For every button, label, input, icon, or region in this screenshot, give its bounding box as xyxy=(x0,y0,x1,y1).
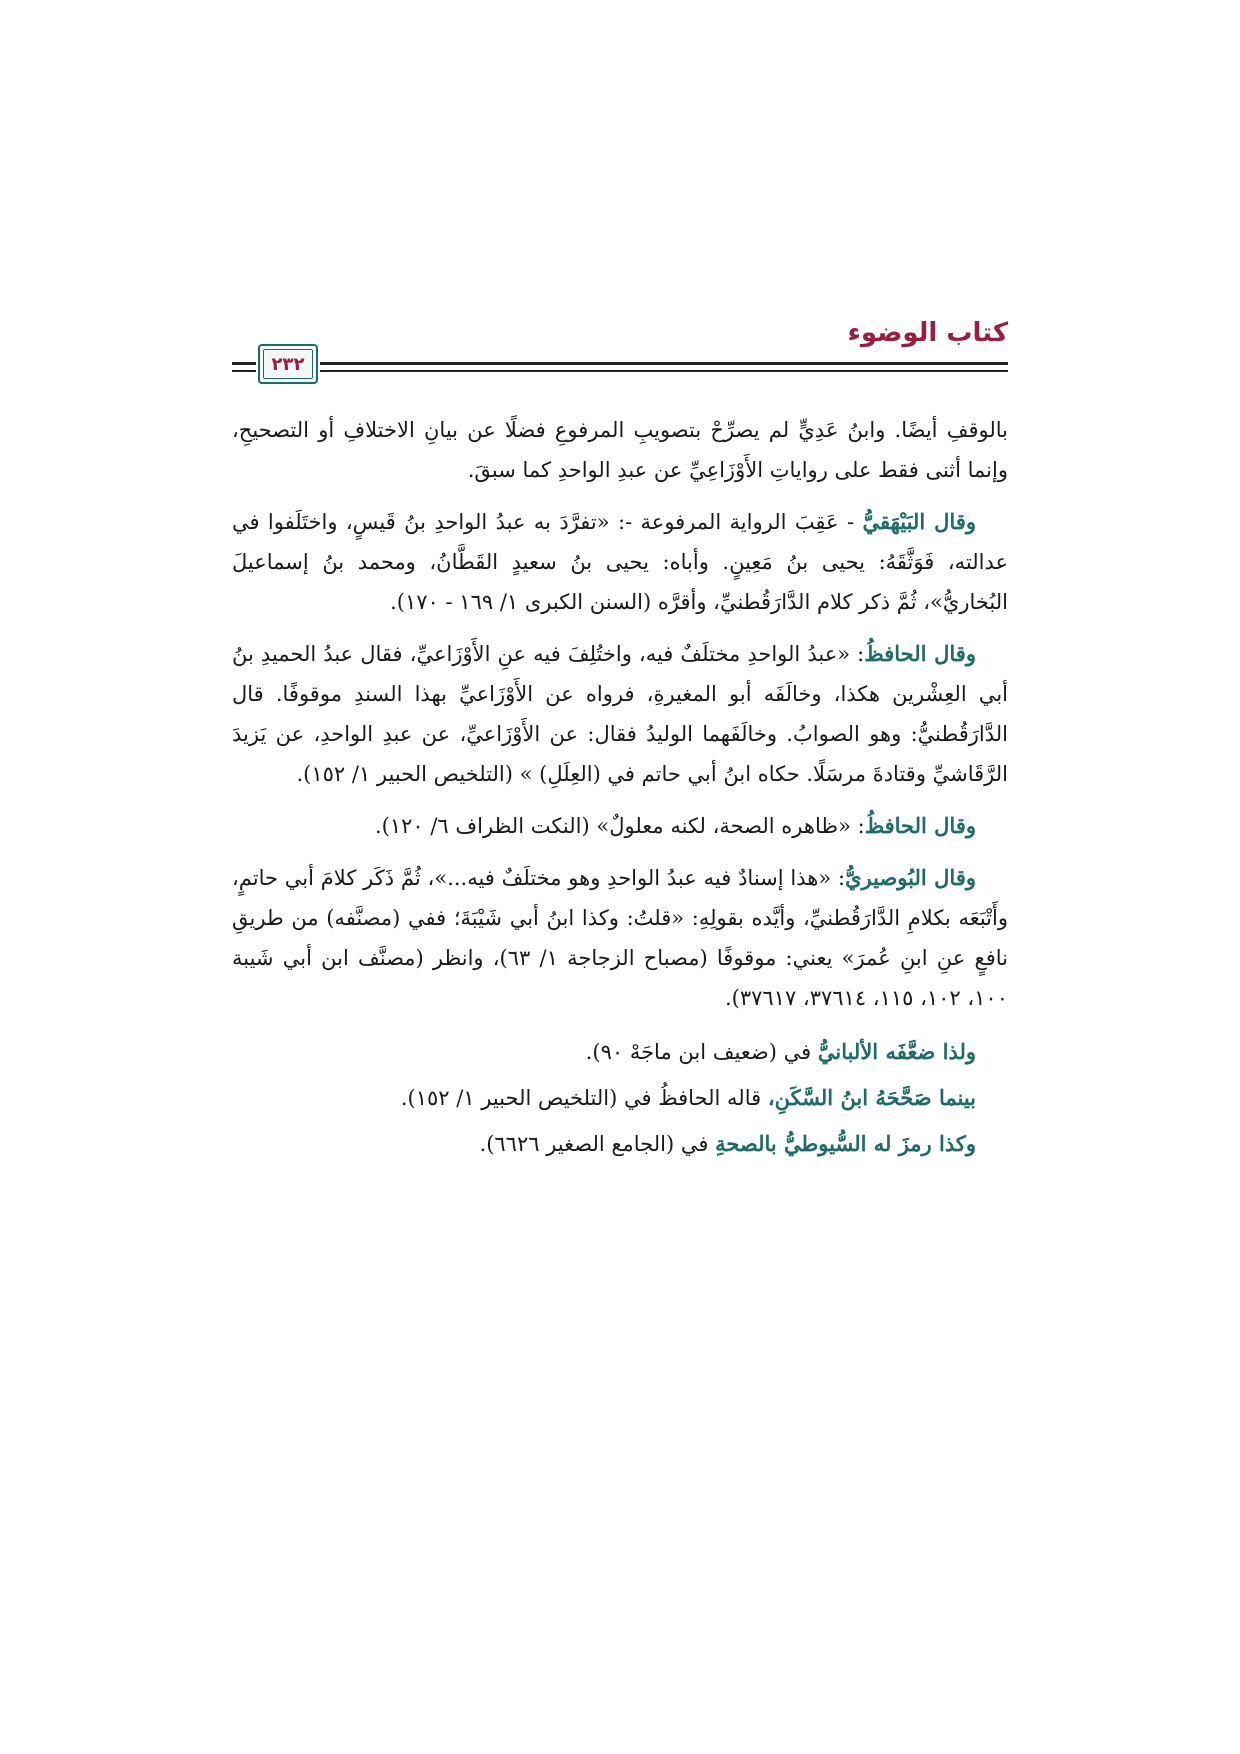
closing-text: قاله الحافظُ في (التلخيص الحبير ١/ ١٥٢). xyxy=(400,1086,768,1110)
paragraph-text: : «عبدُ الواحدِ مختلَفٌ فيه، واختُلِفَ فيه عنِ الأَوْزَاعيِّ، فقال عبدُ الحميدِ بنُ أبي العِشْرين هكذا، وخالَفَه أبو المغيرةِ، فرواه عن الأَوْزَاعيِّ بهذا السندِ موقوفًا. قال الدَّارَقُطنيُّ: وهو الصوابُ. وخالَفَهما الوليدُ فقال: عن الأَوْزَاعيِّ، عن عبدِ الواحدِ، عن يَزيدَ الرَّقَاشيِّ وقتادةَ مرسَلًا. حكاه ابنُ أبي حاتم في (العِلَلِ) » (التلخيص الحبير ١/ ١٥٢). xyxy=(232,642,1008,786)
paragraph xyxy=(232,410,1008,490)
closing-line xyxy=(232,1124,1008,1164)
paragraph xyxy=(232,502,1008,622)
paragraph xyxy=(232,858,1008,1018)
paragraph-text: : «ظاهره الصحة، لكنه معلولٌ» (النكت الظراف ٦/ ١٢٠). xyxy=(374,814,865,838)
paragraph-speaker: وقال البَيْهَقيُّ xyxy=(862,509,976,534)
paragraph-speaker: وقال الحافظُ xyxy=(864,641,976,666)
closing-text: في (ضعيف ابن ماجَهْ ٩٠). xyxy=(585,1040,818,1064)
closing-line xyxy=(232,1032,1008,1072)
paragraph-text: : «هذا إسنادٌ فيه عبدُ الواحدِ وهو مختلَفٌ فيه...»، ثُمَّ ذَكَر كلامَ أبي حاتمٍ، وأَتْبَعَه بكلامِ الدَّارَقُطنيِّ، وأيَّده بقولِهِ: «قلتُ: وكذا ابنُ أبي شَيْبَةَ؛ ففي (مصنَّفه) من طريقِ نافعٍ عنِ ابنِ عُمرَ» يعني: موقوفًا (مصباح الزجاجة ١/ ٦٣)، وانظر (مصنَّف ابن أبي شَيبة ١٠٠، ١٠٢، ١١٥، ٣٧٦١٤، ٣٧٦١٧). xyxy=(232,866,1008,1010)
header-rule-left-thin xyxy=(232,370,256,372)
paragraph xyxy=(232,806,1008,846)
closing-text: في (الجامع الصغير ٦٦٢٦). xyxy=(479,1132,716,1156)
book-title: كتاب الوضوء xyxy=(847,318,1008,348)
paragraph-text: - عَقِبَ الرواية المرفوعة -: «تفرَّدَ به عبدُ الواحدِ بنُ قَيسٍ، واختَلَفوا في عدالته، فَوَثَّقَهُ: يحيى بنُ مَعِينٍ. وأباه: يحيى بنُ سعيدٍ القَطَّانُ، ومحمد بنُ إسماعيلَ البُخاريُّ»، ثُمَّ ذكر كلام الدَّارَقُطنيِّ، وأقرَّه (السنن الكبرى ١/ ١٦٩ - ١٧٠). xyxy=(232,510,1008,614)
paragraph-speaker: وقال الحافظُ xyxy=(864,813,976,838)
closing-line xyxy=(232,1078,1008,1118)
closing-speaker: ولذا ضعَّفَه الألبانيُّ xyxy=(817,1039,976,1064)
paragraph-speaker: وقال البُوصيريُّ xyxy=(845,865,976,890)
page-header xyxy=(232,312,1008,392)
page-body xyxy=(232,410,1008,1170)
header-rule-thick xyxy=(320,362,1008,365)
paragraph-text: بالوقفِ أيضًا. وابنُ عَدِيٍّ لم يصرِّحْ بتصويبِ المرفوعِ فضلًا عن بيانِ الاختلافِ أو التصحيحِ، وإنما أثنى فقط على رواياتِ الأَوْزَاعِيِّ عن عبدِ الواحدِ كما سبقَ. xyxy=(232,418,1008,482)
closing-section xyxy=(232,1032,1008,1164)
paragraph xyxy=(232,634,1008,794)
closing-speaker: بينما صَحَّحَهُ ابنُ السَّكَنِ، xyxy=(767,1085,976,1110)
closing-speaker: وكذا رمزَ له السُّيوطيُّ بالصحةِ xyxy=(715,1131,976,1156)
page-number-badge xyxy=(258,344,318,384)
header-rule-thin xyxy=(320,370,1008,372)
page-number: ٢٣٢ xyxy=(271,353,305,375)
header-rule-left-thick xyxy=(232,362,256,365)
